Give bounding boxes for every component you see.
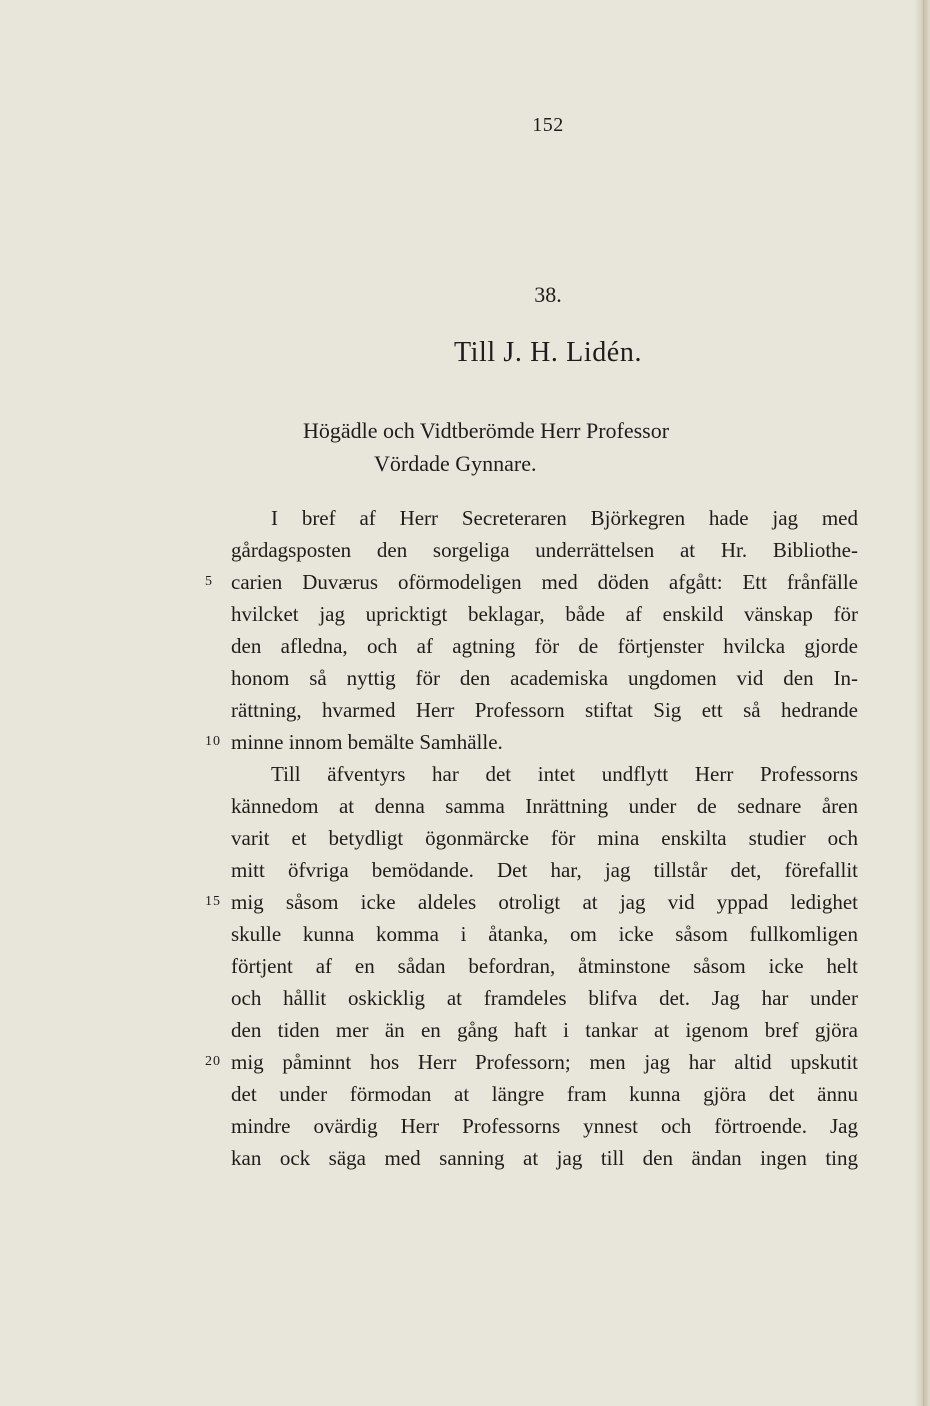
line-number-10: 10 <box>205 734 221 749</box>
page-edge <box>914 0 930 1406</box>
body-line-16: och hållit oskicklig at framdeles blifva det. Jag har under <box>231 986 858 1010</box>
body-line-3: carien Duværus oförmodeligen med döden afgått: Ett frånfälle <box>231 570 858 594</box>
salutation-line-1: Högädle och Vidtberömde Herr Professor <box>303 418 670 443</box>
line-number-15: 15 <box>205 894 221 909</box>
body-line-9: Till äfventyrs har det intet undflytt Herr Professorns <box>271 762 858 786</box>
letter-title: Till J. H. Lidén. <box>453 337 643 368</box>
body-line-14: skulle kunna komma i åtanka, om icke såsom fullkomligen <box>231 922 858 946</box>
line-number-5: 5 <box>205 574 213 589</box>
page-edge-line <box>923 0 924 1406</box>
body-line-2: gårdagsposten den sorgeliga underrättelsen at Hr. Bibliothe- <box>231 538 858 562</box>
body-line-17: den tiden mer än en gång haft i tankar at igenom bref gjöra <box>231 1018 858 1042</box>
body-line-13: mig såsom icke aldeles otroligt at jag vid yppad ledighet <box>231 890 858 914</box>
body-line-8: minne innom bemälte Samhälle. <box>231 730 503 754</box>
body-line-4: hvilcket jag upricktigt beklagar, både af enskild vänskap för <box>231 602 858 626</box>
body-line-5: den afledna, och af agtning för de förtjenster hvilcka gjorde <box>231 634 858 658</box>
body-line-21: kan ock säga med sanning at jag till den ändan ingen ting <box>231 1146 858 1170</box>
body-line-20: mindre ovärdig Herr Professorns ynnest och förtroende. Jag <box>231 1114 858 1138</box>
body-line-1: I bref af Herr Secreteraren Björkegren hade jag med <box>271 506 858 530</box>
body-line-10: kännedom at denna samma Inrättning under de sednare åren <box>231 794 858 818</box>
page-number: 152 <box>532 114 564 136</box>
body-line-15: förtjent af en sådan befordran, åtminstone såsom icke helt <box>231 954 858 978</box>
body-line-18: mig påminnt hos Herr Professorn; men jag har altid upskutit <box>231 1050 858 1074</box>
salutation-line-2: Vördade Gynnare. <box>374 451 537 476</box>
body-line-7: rättning, hvarmed Herr Professorn stiftat Sig ett så hedrande <box>231 698 858 722</box>
line-number-20: 20 <box>205 1054 221 1069</box>
body-line-6: honom så nyttig för den academiska ungdomen vid den In- <box>231 666 858 690</box>
body-line-11: varit et betydligt ögonmärcke för mina enskilta studier och <box>231 826 858 850</box>
body-line-19: det under förmodan at längre fram kunna gjöra det ännu <box>231 1082 858 1106</box>
letter-number: 38. <box>534 282 562 307</box>
body-line-12: mitt öfvriga bemödande. Det har, jag tillstår det, förefallit <box>231 858 858 882</box>
